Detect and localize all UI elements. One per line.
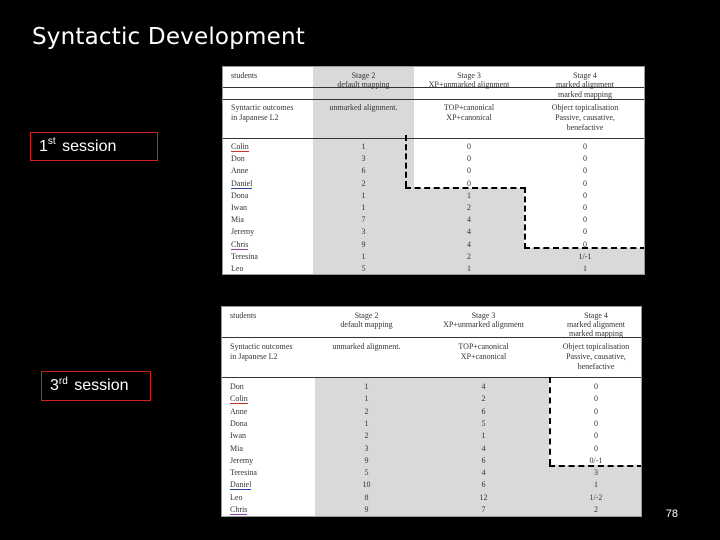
stage2-value: 1 (364, 382, 369, 391)
stage2-value: 10 (362, 480, 371, 490)
stage4-value: 0 (583, 227, 587, 237)
page-number: 78 (665, 508, 678, 520)
student-name: Dona (231, 190, 249, 200)
stage3-value: 0 (467, 154, 471, 164)
student-name: Anne (230, 406, 248, 416)
stage2-value: 2 (361, 178, 366, 188)
stage3-value: 0 (467, 178, 471, 188)
student-name: Teresina (231, 251, 258, 261)
stage4-value: 0 (583, 239, 587, 249)
student-name: Daniel (231, 178, 253, 188)
session-table-third (221, 306, 642, 517)
stage3-value: 0 (467, 166, 471, 176)
student-name: Dona (230, 418, 248, 428)
outcomes-label: Syntactic outcomes (231, 103, 294, 112)
outcome-stage3b: XP+canonical (446, 113, 492, 122)
header-stage4-sub2: marked mapping (569, 329, 623, 338)
stage4-value: 0 (594, 418, 598, 428)
stage3-value: 2 (481, 394, 486, 404)
outcome-stage4b: Passive, causative, (566, 352, 626, 361)
stage4-value: 0 (583, 178, 587, 188)
stage4-value: 0 (583, 154, 587, 164)
stage2-value: 2 (364, 431, 369, 441)
student-name: Colin (230, 394, 248, 404)
stage3-value: 12 (479, 492, 488, 502)
student-name: Anne (231, 166, 249, 176)
student-name: Daniel (230, 480, 252, 490)
stage3-value: 4 (481, 468, 486, 478)
student-name: Colin (231, 142, 249, 151)
header-stage4-sub2: marked mapping (558, 90, 612, 99)
stage2-value: 1 (361, 203, 366, 212)
stage2-value: 3 (361, 154, 366, 164)
stage2-value: 5 (361, 264, 366, 273)
stage4-value: 1 (583, 264, 587, 273)
stage2-value: 1 (361, 251, 366, 261)
stage4-value: 0 (583, 142, 587, 151)
slide-title: Syntactic Development (32, 24, 305, 50)
header-students: students (230, 311, 257, 320)
header-stage4-sub1: marked alignment (567, 320, 625, 329)
stage2-value: 5 (364, 468, 369, 478)
student-name: Teresina (230, 468, 257, 478)
stage2-value: 9 (361, 239, 366, 249)
header-stage4: Stage 4 (584, 311, 608, 320)
header-stage3: Stage 3 (471, 311, 496, 320)
stage2-value: 1 (361, 190, 366, 200)
outcomes-label: Syntactic outcomes (230, 342, 293, 351)
stage4-value: 0 (594, 431, 598, 441)
stage3-value: 4 (481, 382, 486, 391)
header-stage4: Stage 4 (573, 71, 597, 80)
session-suffix: rd (58, 375, 68, 387)
stage4-value: 0/-1 (589, 455, 603, 465)
header-stage3-sub: XP+unmarked alignment (428, 80, 510, 89)
stage2-value: 2 (364, 406, 369, 416)
header-stage2: Stage 2 (354, 311, 379, 320)
outcome-stage3a: TOP+canonical (443, 103, 495, 112)
outcome-stage3a: TOP+canonical (458, 342, 509, 351)
outcomes-label-2: in Japanese L2 (231, 113, 279, 122)
stage4-value: 0 (583, 203, 587, 212)
stage4-value: 0 (583, 215, 587, 225)
stage3-value: 4 (481, 443, 486, 453)
student-name: Chris (231, 239, 249, 249)
header-stage2-sub: default mapping (337, 80, 390, 89)
stage4-value: 0 (594, 382, 598, 391)
stage2-value: 1 (364, 394, 369, 404)
stage3-value: 4 (467, 215, 471, 225)
stage2-value: 7 (361, 215, 366, 225)
session-label-third (41, 371, 151, 401)
stage3-value: 1 (481, 431, 486, 441)
header-stage3: Stage 3 (457, 71, 481, 80)
outcome-stage2: unmarked alignment. (332, 342, 401, 351)
outcome-stage4a: Object topicalisation (551, 103, 619, 112)
session-word: session (74, 377, 129, 394)
stage3-value: 0 (467, 142, 471, 151)
stage2-value: 3 (364, 443, 369, 453)
student-name: Jeremy (230, 455, 254, 465)
stage2-value: 9 (364, 505, 369, 514)
student-name: Don (231, 154, 245, 164)
outcome-stage4b: Passive, causative, (555, 113, 615, 122)
student-name: Leo (230, 492, 243, 502)
stage4-value: 0 (594, 394, 598, 404)
stage3-value: 6 (481, 480, 486, 490)
student-name: Chris (230, 505, 248, 514)
stage2-value: 9 (364, 455, 369, 465)
outcomes-label-2: in Japanese L2 (230, 352, 278, 361)
stage4-value: 1/-1 (578, 251, 592, 261)
stage2-value: 6 (361, 166, 366, 176)
stage3-value: 6 (481, 406, 486, 416)
student-name: Leo (231, 264, 244, 273)
session-word: session (62, 137, 117, 155)
stage3-value: 4 (467, 227, 471, 237)
stage3-value: 2 (467, 203, 471, 212)
session-suffix: st (47, 136, 56, 147)
stage4-value: 0 (583, 190, 587, 200)
outcome-stage4c: benefactive (577, 362, 615, 371)
session-label-first (30, 132, 158, 161)
stage4-value: 1/-2 (589, 492, 603, 502)
session-ordinal: 1 (39, 137, 48, 155)
stage3-value: 4 (467, 239, 471, 249)
header-students: students (231, 71, 258, 80)
stage3-value: 7 (481, 505, 486, 514)
stage4-value: 0 (594, 406, 598, 416)
stage3-value: 1 (467, 264, 471, 273)
student-name: Mia (230, 443, 243, 453)
session-table-first (222, 66, 645, 275)
header-stage4-sub1: marked alignment (556, 80, 614, 89)
outcome-stage2: unmarked alignment. (329, 103, 398, 112)
session-ordinal: 3 (50, 377, 59, 394)
stage2-value: 8 (364, 492, 369, 502)
outcome-stage4c: benefactive (566, 123, 604, 132)
stage2-value: 1 (361, 142, 366, 151)
student-name: Mia (231, 215, 244, 225)
stage2-value: 3 (361, 227, 366, 237)
stage4-value: 2 (594, 505, 598, 514)
stage3-value: 1 (467, 190, 471, 200)
header-stage3-sub: XP+unmarked alignment (443, 320, 524, 329)
stage4-value: 0 (594, 443, 598, 453)
outcome-stage4a: Object topicalisation (562, 342, 630, 351)
stage4-value: 3 (594, 468, 598, 478)
stage2-value: 1 (364, 418, 369, 428)
header-stage2: Stage 2 (351, 71, 376, 80)
stage4-value: 0 (583, 166, 587, 176)
student-name: Jeremy (231, 227, 255, 237)
stage3-value: 2 (467, 251, 471, 261)
header-stage2-sub: default mapping (340, 320, 393, 329)
stage3-value: 6 (481, 455, 486, 465)
outcome-stage3b: XP+canonical (460, 352, 507, 361)
student-name: Iwan (231, 203, 247, 212)
student-name: Iwan (230, 431, 246, 441)
student-name: Don (230, 382, 244, 391)
stage4-value: 1 (594, 480, 598, 490)
stage3-value: 5 (481, 418, 486, 428)
